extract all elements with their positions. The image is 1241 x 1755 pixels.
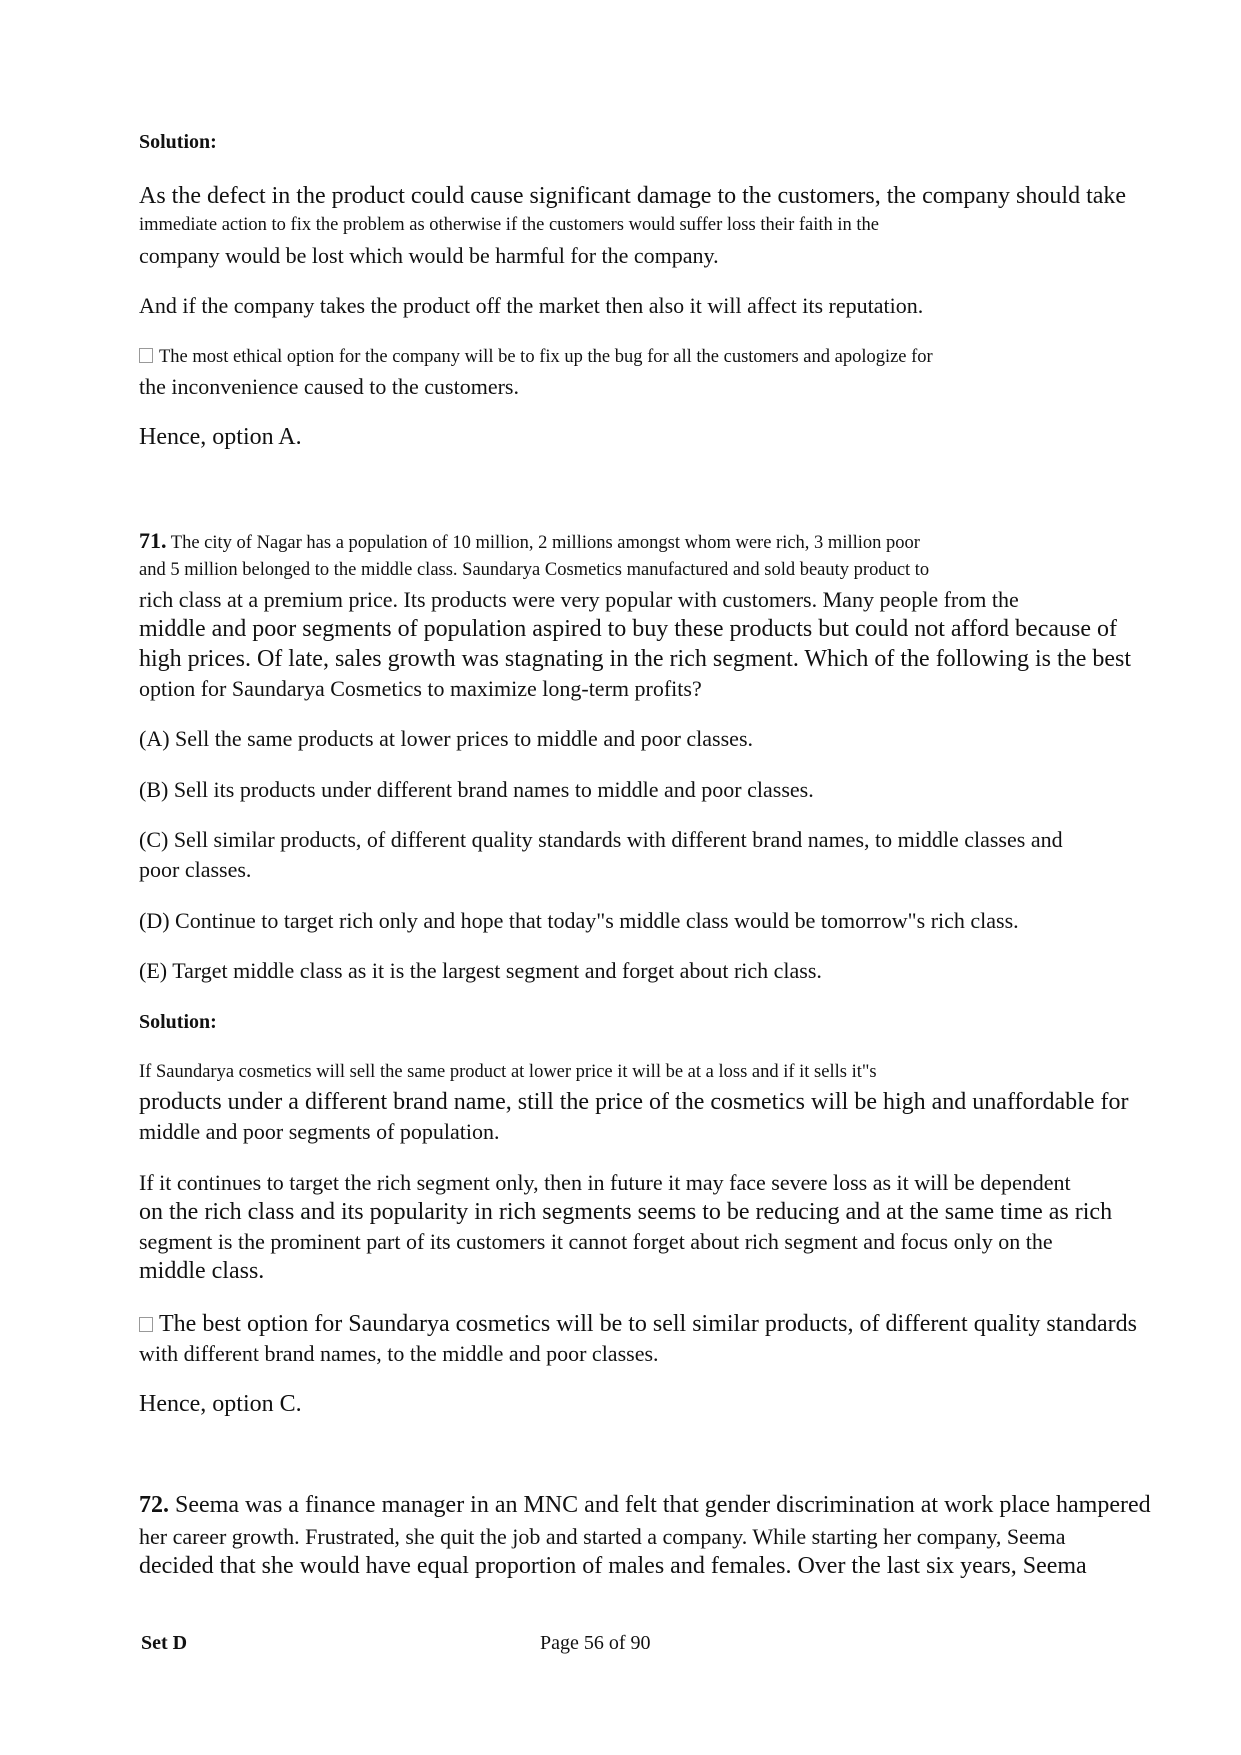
question-72-first-line: 72. Seema was a finance manager in an MNC and felt that gender discrimination at work place hampered	[139, 1492, 1151, 1518]
option-a: (A) Sell the same products at lower prices to middle and poor classes.	[139, 726, 754, 751]
text-line: on the rich class and its popularity in rich segments seems to be reducing and at the same time as rich	[139, 1199, 1113, 1225]
text-line: middle and poor segments of population aspired to buy these products but could not afford because of	[139, 616, 1117, 642]
option-d: (D) Continue to target rich only and hope that today"s middle class would be tomorrow"s rich class.	[139, 908, 1019, 933]
conclusion-line: The best option for Saundarya cosmetics will be to sell similar products, of different quality standards	[139, 1312, 1137, 1336]
text-line: and 5 million belonged to the middle class. Saundarya Cosmetics manufactured and sold beauty product to	[139, 560, 930, 580]
footer-page-number: Page 56 of 90	[540, 1632, 651, 1654]
solution-heading: Solution:	[139, 1011, 217, 1033]
text-line: products under a different brand name, still the price of the cosmetics will be high and unaffordable for	[139, 1089, 1129, 1115]
text-line: option for Saundarya Cosmetics to maximize long-term profits?	[139, 676, 702, 701]
text-line: with different brand names, to the middle and poor classes.	[139, 1341, 659, 1366]
option-e: (E) Target middle class as it is the largest segment and forget about rich class.	[139, 958, 822, 983]
answer-line: Hence, option C.	[139, 1391, 302, 1417]
text-line: company would be lost which would be harmful for the company.	[139, 243, 719, 268]
text-line: the inconvenience caused to the customers.	[139, 374, 519, 399]
answer-line: Hence, option A.	[139, 424, 302, 450]
text-line: middle and poor segments of population.	[139, 1119, 500, 1144]
option-b: (B) Sell its products under different brand names to middle and poor classes.	[139, 777, 814, 802]
solution-heading: Solution:	[139, 131, 217, 153]
text-line: rich class at a premium price. Its products were very popular with customers. Many people from the	[139, 587, 1019, 612]
footer-set-label: Set D	[141, 1632, 188, 1654]
text-line: her career growth. Frustrated, she quit the job and started a company. While starting her company, Seema	[139, 1524, 1066, 1549]
text-line: If it continues to target the rich segment only, then in future it may face severe loss as it will be dependent	[139, 1170, 1071, 1195]
option-c-continued: poor classes.	[139, 857, 252, 882]
question-71-first-line: 71. The city of Nagar has a population of 10 million, 2 millions amongst whom were rich, 3 million poor	[139, 528, 920, 553]
text-line: As the defect in the product could cause significant damage to the customers, the company should take	[139, 183, 1127, 209]
text-line: And if the company takes the product off the market then also it will affect its reputation.	[139, 293, 924, 318]
text-line: middle class.	[139, 1258, 265, 1284]
conclusion-line: The most ethical option for the company will be to fix up the bug for all the customers and apologize for	[139, 348, 933, 367]
checkbox-bullet-icon	[139, 348, 153, 363]
text-line: immediate action to fix the problem as otherwise if the customers would suffer loss their faith in the	[139, 215, 879, 235]
question-number: 71.	[139, 528, 167, 553]
text-line: decided that she would have equal proportion of males and females. Over the last six years, Seema	[139, 1553, 1087, 1579]
option-c: (C) Sell similar products, of different quality standards with different brand names, to middle classes and	[139, 827, 1063, 852]
text-line: high prices. Of late, sales growth was stagnating in the rich segment. Which of the following is the best	[139, 646, 1132, 672]
text-line: segment is the prominent part of its customers it cannot forget about rich segment and focus only on the	[139, 1229, 1053, 1254]
question-number: 72.	[139, 1492, 169, 1518]
text-line: If Saundarya cosmetics will sell the same product at lower price it will be at a loss and if it sells it"s	[139, 1062, 877, 1082]
checkbox-bullet-icon	[139, 1317, 153, 1332]
